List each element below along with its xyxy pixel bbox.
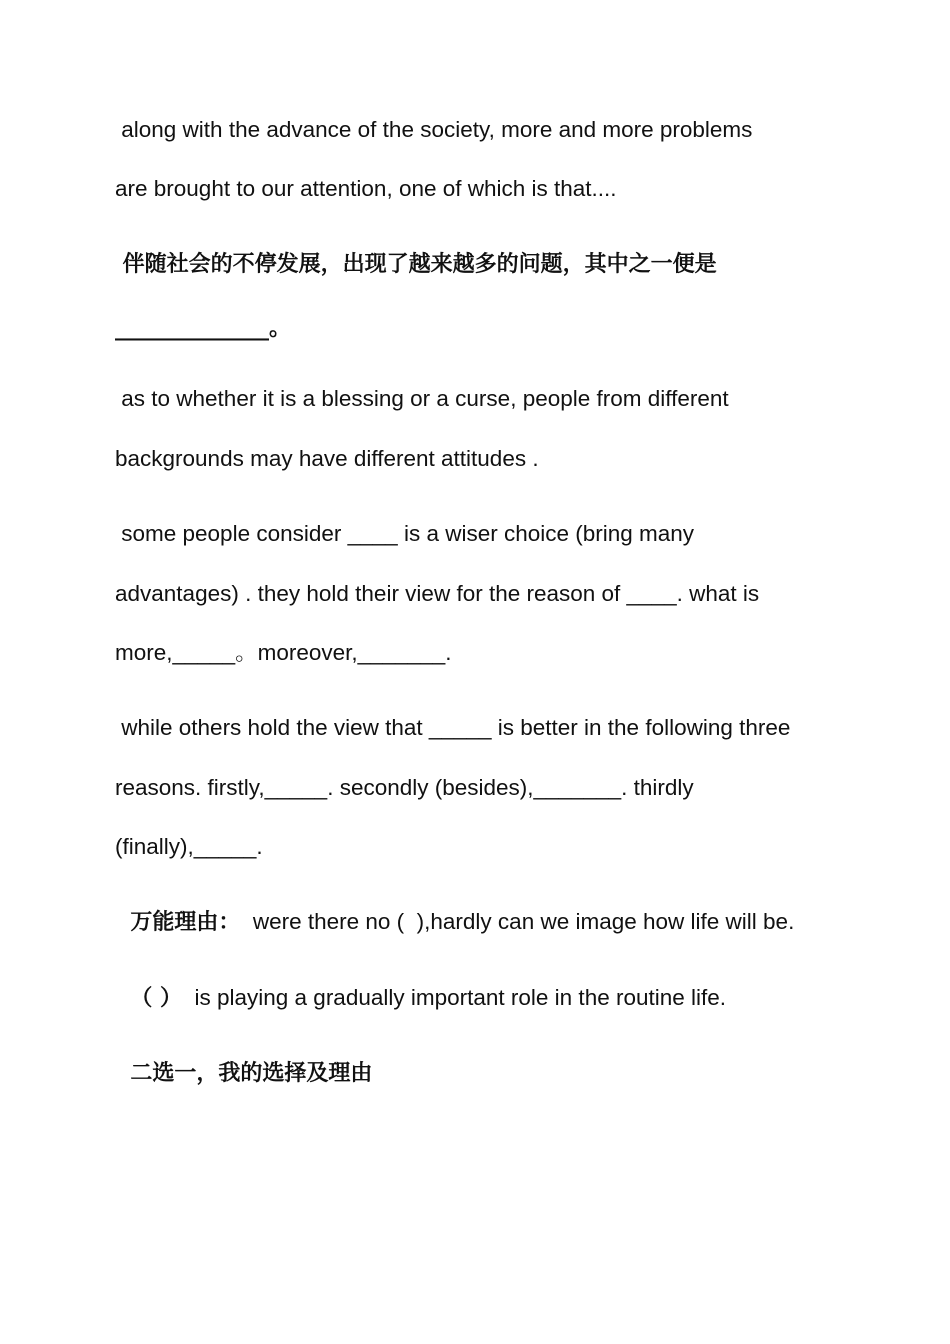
choice-heading: 二选一，我的选择及理由 <box>115 1061 373 1086</box>
paragraph-4-line-2: advantages) . they hold their view for the reason of ____. what is <box>115 581 760 606</box>
paragraph-3-line-1: as to whether it is a blessing or a curse, people from different <box>115 386 729 411</box>
role-line <box>115 983 726 1014</box>
chinese-paragraph-blank: ______________。 <box>115 316 292 341</box>
role-text: is playing a gradually important role in the routine life. <box>181 985 727 1010</box>
paragraph-1-line-2: are brought to our attention, one of which is that.... <box>115 176 617 201</box>
universal-reason-text: were there no ( ),hardly can we image how life will be. <box>240 909 795 934</box>
universal-reason-line <box>115 907 794 938</box>
universal-reason-label: 万能理由： <box>115 910 241 935</box>
paragraph-3-line-2: backgrounds may have different attitudes . <box>115 446 539 471</box>
role-bracket-label: （ ） <box>115 986 182 1011</box>
paragraph-1-line-1: along with the advance of the society, more and more problems <box>115 117 753 142</box>
paragraph-5-line-2: reasons. firstly,_____. secondly (besides),_______. thirdly <box>115 775 694 800</box>
paragraph-4-line-1: some people consider ____ is a wiser choice (bring many <box>115 521 695 546</box>
paragraph-5-line-1: while others hold the view that _____ is better in the following three <box>115 715 791 740</box>
paragraph-5-line-3: (finally),_____. <box>115 834 263 859</box>
chinese-paragraph-line-1: 伴随社会的不停发展，出现了越来越多的问题，其中之一便是 <box>115 252 717 277</box>
paragraph-4-line-3: more,_____。moreover,_______. <box>115 640 452 665</box>
